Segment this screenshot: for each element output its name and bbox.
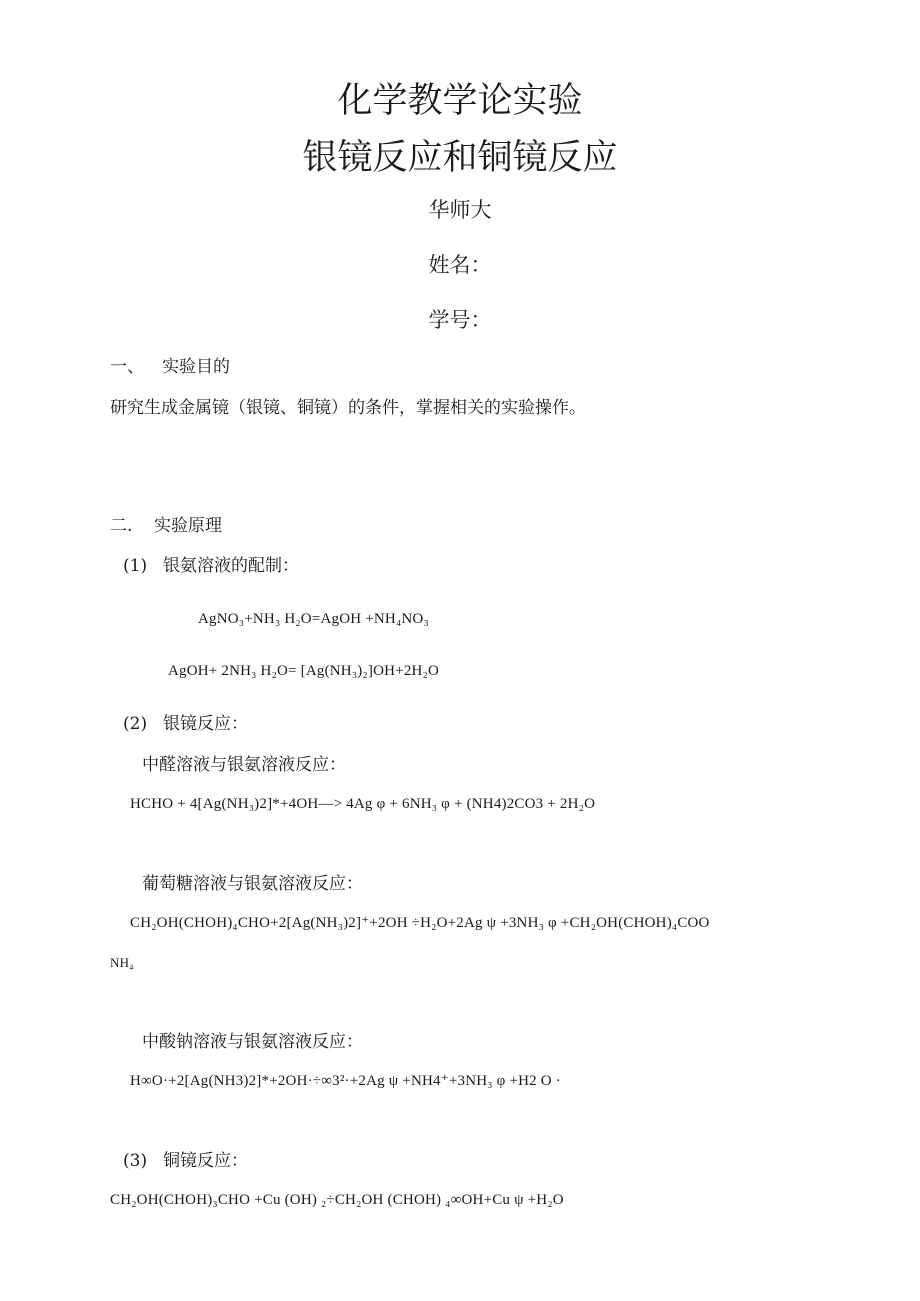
part-2-number: (2) [123, 714, 148, 734]
author: 华师大 [428, 198, 492, 222]
part-3-title: 铜镜反应： [163, 1151, 248, 1171]
section-2-number: 二. [110, 516, 133, 536]
section-1-heading [110, 354, 230, 380]
part-2-heading [123, 711, 248, 737]
section-1-number: 一、 [110, 357, 144, 377]
equation-glucose-line-1: CH₂OH(CHOH)₄CHO+2[Ag(NH₃)2]⁺+2OH ÷H₂O+2Ag ψ +3NH₃ φ +CH₂OH(CHOH)₄COO [130, 915, 710, 931]
name-label: 姓名： [428, 253, 492, 277]
equation-silver-ammonia-1: AgNO₃+NH₃ H₂O=AgOH +NH₄NO₃ [198, 611, 429, 627]
equation-sodium-formate: H∞O·+2[Ag(NH3)2]*+2OH·÷∞3²·+2Ag ψ +NH4⁺+3NH₃ φ +H2 O · [130, 1073, 561, 1089]
formaldehyde-heading: 中醛溶液与银氨溶液反应： [142, 755, 346, 775]
equation-silver-ammonia-2: AgOH+ 2NH₃ H₂O= [Ag(NH₃)₂]OH+2H₂O [168, 663, 440, 679]
student-id-label: 学号： [428, 308, 492, 332]
glucose-heading: 葡萄糖溶液与银氨溶液反应： [142, 874, 363, 894]
part-3-number: (3) [123, 1151, 148, 1171]
part-3-heading [123, 1148, 248, 1174]
title-line-2: 银镜反应和铜镜反应 [302, 138, 618, 178]
equation-formaldehyde: HCHO + 4[Ag(NH₃)2]*+4OH—> 4Ag φ + 6NH₃ φ + (NH4)2CO3 + 2H₂O [130, 796, 596, 812]
section-2-heading [110, 513, 222, 539]
section-1-title: 实验目的 [162, 357, 230, 377]
equation-copper-mirror: CH₂OH(CHOH)₃CHO +Cu (OH) ₂÷CH₂OH (CHOH) ₄∞OH+Cu ψ +H₂O [110, 1192, 564, 1208]
equation-glucose-line-2: NH₄ [110, 955, 134, 970]
part-1-heading [123, 553, 299, 579]
section-1-text: 研究生成金属镜（银镜、铜镜）的条件，掌握相关的实验操作。 [110, 398, 586, 418]
part-1-number: (1) [123, 556, 148, 576]
part-2-title: 银镜反应： [163, 714, 248, 734]
section-2-title: 实验原理 [154, 516, 222, 536]
title-line-1: 化学教学论实验 [337, 81, 583, 121]
sodium-formate-heading: 中酸钠溶液与银氨溶液反应： [142, 1032, 363, 1052]
part-1-title: 银氨溶液的配制： [163, 556, 299, 576]
